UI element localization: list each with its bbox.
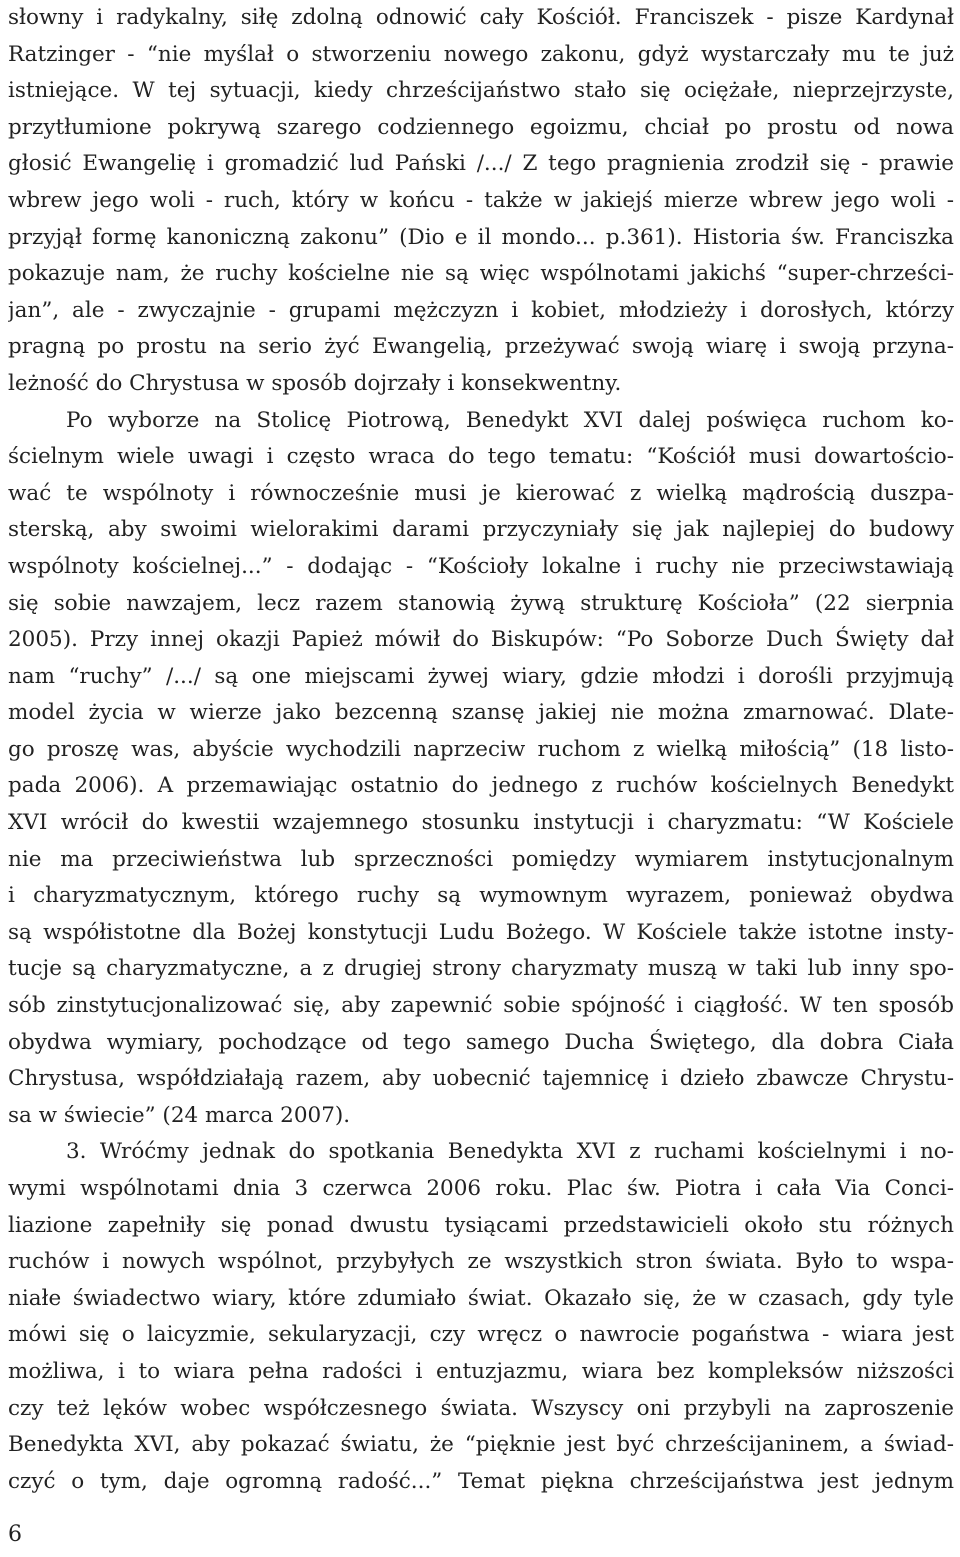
text-line: się sobie nawzajem, lecz razem stanowią żywą strukturę Kościoła” (22 sierpnia [8,590,954,616]
text-line: czyć o tym, daje ogromną radość...” Temat piękna chrześcijaństwa jest jednym [8,1468,954,1494]
text-line: pada 2006). A przemawiając ostatnio do jednego z ruchów kościelnych Benedykt [8,773,954,799]
text-line: ruchów i nowych wspólnot, przybyłych ze wszystkich stron świata. Było to wspa- [8,1249,954,1275]
text-line: sób zinstytucjonalizować się, aby zapewnić sobie spójność i ciągłość. W ten sposób [8,993,954,1019]
text-line: Ratzinger - “nie myślał o stworzeniu nowego zakonu, gdyż wystarczały mu te już [8,41,954,67]
page-number: 6 [8,1522,22,1547]
text-line: czy też lęków wobec współczesnego świata. Wszyscy oni przybyli na zaproszenie [8,1395,954,1421]
text-line: nam “ruchy” /.../ są one miejscami żywej wiary, gdzie młodzi i dorośli przyjmują [8,663,954,689]
text-line: Benedykta XVI, aby pokazać światu, że “pięknie jest być chrześcijaninem, a świad- [8,1432,954,1458]
text-line: możliwa, i to wiara pełna radości i entuzjazmu, wiara bez kompleksów niższości [8,1358,954,1384]
text-line: niałe świadectwo wiary, które zdumiało świat. Okazało się, że w czasach, gdy tyle [8,1285,954,1311]
text-line: wspólnoty kościelnej...” - dodając - “Kościoły lokalne i ruchy nie przeciwstawiają [8,553,954,579]
text-line: Chrystusa, współdziałają razem, aby uobecnić tajemnicę i dzieło zbawcze Chrystu- [8,1066,954,1092]
text-line: obydwa wymiary, pochodzące od tego samego Ducha Świętego, dla dobra Ciała [8,1029,954,1055]
text-line: nie ma przeciwieństwa lub sprzeczności pomiędzy wymiarem instytucjonalnym [8,846,954,872]
text-line: jan”, ale - zwyczajnie - grupami mężczyzn i kobiet, młodzieży i dorosłych, którzy [8,297,954,323]
text-line: wymi wspólnotami dnia 3 czerwca 2006 roku. Plac św. Piotra i cała Via Conci- [8,1176,954,1201]
text-line: są współistotne dla Bożej konstytucji Ludu Bożego. W Kościele także istotne insty- [8,919,954,945]
text-line: i charyzmatycznym, którego ruchy są wymownym wyrazem, ponieważ obydwa [8,883,954,909]
text-line: 2005). Przy innej okazji Papież mówił do Biskupów: “Po Soborze Duch Święty dał [8,627,954,653]
text-line: go proszę was, abyście wychodzili naprzeciw ruchom z wielką miłością” (18 listo- [8,736,954,762]
text-line: sterską, aby swoimi wielorakimi darami przyczyniały się jak najlepiej do budowy [8,517,954,543]
text-line: Po wyborze na Stolicę Piotrową, Benedykt XVI dalej poświęca ruchom ko- [66,407,954,433]
text-line: 3. Wróćmy jednak do spotkania Benedykta XVI z ruchami kościelnymi i no- [66,1139,954,1165]
text-line: przytłumione pokrywą szarego codziennego egoizmu, chciał po prostu od nowa [8,114,954,140]
document-page [8,0,954,1500]
text-line: istniejące. W tej sytuacji, kiedy chrześcijaństwo stało się ociężałe, nieprzejrzyste, [8,78,954,104]
text-line: liazione zapełniły się ponad dwustu tysiącami przedstawicieli około stu różnych [8,1212,954,1238]
text-line: wbrew jego woli - ruch, który w końcu - także w jakiejś mierze wbrew jego woli - [8,187,954,213]
text-line: pragną po prostu na serio żyć Ewangelią, przeżywać swoją wiarę i swoją przyna- [8,334,954,360]
text-line: głosić Ewangelię i gromadzić lud Pański /.../ Z tego pragnienia zrodził się - prawie [8,151,954,177]
text-line: XVI wrócił do kwestii wzajemnego stosunku instytucji i charyzmatu: “W Kościele [8,810,954,836]
text-line: wać te wspólnoty i równocześnie musi je kierować z wielką mądrością duszpa- [8,480,954,506]
text-line: ścielnym wiele uwagi i często wraca do tego tematu: “Kościół musi dowartościo- [8,444,954,470]
text-line: tucje są charyzmatyczne, a z drugiej strony charyzmaty muszą w taki lub inny spo- [8,956,954,982]
text-line: przyjął formę kanoniczną zakonu” (Dio e il mondo... p.361). Historia św. Franciszka [8,224,954,250]
text-line: słowny i radykalny, siłę zdolną odnowić cały Kościół. Franciszek - pisze Kardynał [8,5,954,30]
text-line: model życia w wierze jako bezcenną szansę jakiej nie można zmarnować. Dlate- [8,700,954,726]
text-line: pokazuje nam, że ruchy kościelne nie są więc wspólnotami jakichś “super-chrześci- [8,261,954,287]
text-line: leżność do Chrystusa w sposób dojrzały i konsekwentny. [8,370,622,396]
body-text [8,0,954,1500]
text-line: sa w świecie” (24 marca 2007). [8,1102,351,1128]
text-line: mówi się o laicyzmie, sekularyzacji, czy wręcz o nawrocie pogaństwa - wiara jest [8,1322,954,1348]
